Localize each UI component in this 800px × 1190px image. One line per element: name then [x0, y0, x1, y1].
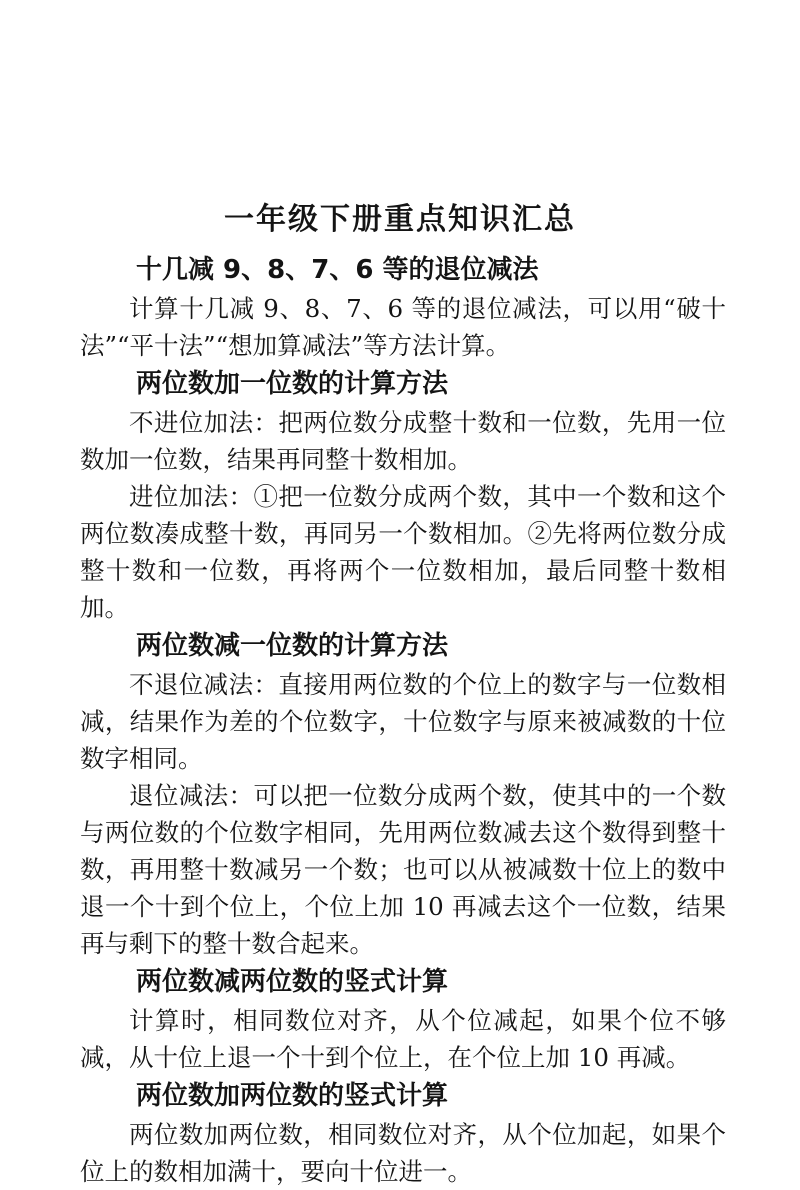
paragraph: 进位加法：①把一位数分成两个数，其中一个数和这个两位数凑成整十数，再同另一个数相加。②先将两位数分成整十数和一位数，再将两个一位数相加，最后同整十数相加。 — [80, 482, 726, 622]
section-heading: 两位数减一位数的计算方法 — [136, 631, 449, 661]
paragraph: 不退位减法：直接用两位数的个位上的数字与一位数相减，结果作为差的个位数字，十位数字与原来被减数的十位数字相同。 — [80, 670, 726, 773]
section-heading: 两位数减两位数的竖式计算 — [136, 967, 449, 997]
page-title: 一年级下册重点知识汇总 — [224, 202, 576, 237]
paragraph: 不进位加法：把两位数分成整十数和一位数，先用一位数加一位数，结果再同整十数相加。 — [80, 408, 726, 474]
section-two-digit-plus-one-digit — [80, 364, 726, 626]
paragraph: 计算十几减 9、8、7、6 等的退位减法，可以用“破十法”“平十法”“想加算减法”等方法计算。 — [80, 294, 726, 360]
section-two-digit-minus-one-digit — [80, 626, 726, 962]
section-heading: 两位数加两位数的竖式计算 — [136, 1081, 449, 1111]
section-vertical-subtraction — [80, 962, 726, 1076]
section-borrow-subtraction — [80, 250, 726, 364]
section-vertical-addition — [80, 1076, 726, 1190]
section-heading: 两位数加一位数的计算方法 — [136, 369, 449, 399]
section-heading: 十几减 9、8、7、6 等的退位减法 — [136, 255, 539, 285]
document-body — [80, 250, 726, 1190]
paragraph: 计算时，相同数位对齐，从个位减起，如果个位不够减，从十位上退一个十到个位上，在个位上加 10 再减。 — [80, 1006, 726, 1072]
paragraph: 两位数加两位数，相同数位对齐，从个位加起，如果个位上的数相加满十，要向十位进一。 — [80, 1120, 726, 1186]
paragraph: 退位减法：可以把一位数分成两个数，使其中的一个数与两位数的个位数字相同，先用两位数减去这个数得到整十数，再用整十数减另一个数；也可以从被减数十位上的数中退一个十到个位上，个位上加 10 再减去这个一位数，结果再与剩下的整十数合起来。 — [80, 781, 726, 958]
